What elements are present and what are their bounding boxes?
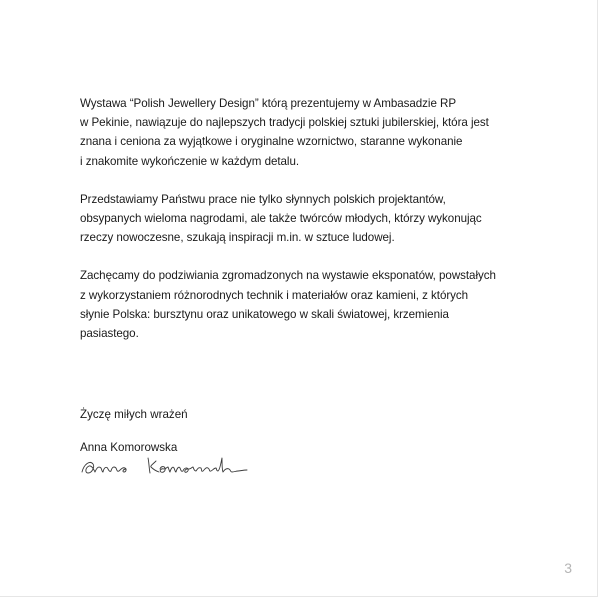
page-number: 3	[564, 560, 572, 576]
author-name: Anna Komorowska	[80, 441, 178, 455]
text-line: obsypanych wieloma nagrodami, ale także twórców młodych, którzy wykonując	[80, 212, 482, 226]
paragraph-1	[80, 94, 540, 171]
paragraph-3	[80, 266, 540, 343]
closing-greeting: Życzę miłych wrażeń	[80, 408, 188, 421]
text-line: rzeczy nowoczesne, szukają inspiracji m.in. w sztuce ludowej.	[80, 231, 395, 245]
text-line: Przedstawiamy Państwu prace nie tylko słynnych polskich projektantów,	[80, 192, 446, 206]
text-line: i znakomite wykończenie w każdym detalu.	[80, 154, 300, 168]
text-line: Zachęcamy do podziwiania zgromadzonych na wystawie eksponatów, powstałych	[80, 269, 496, 283]
text-line: w Pekinie, nawiązuje do najlepszych tradycji polskiej sztuki jubilerskiej, która jest	[80, 116, 489, 130]
handwritten-signature	[80, 452, 280, 480]
text-line: znana i ceniona za wyjątkowe i oryginalne wzornictwo, staranne wykonanie	[80, 135, 463, 149]
letter-closing	[80, 405, 188, 457]
text-line: pasiastego.	[80, 327, 139, 341]
text-line: Wystawa “Polish Jewellery Design” którą prezentujemy w Ambasadzie RP	[80, 97, 457, 110]
letter-body	[80, 94, 540, 362]
text-line: z wykorzystaniem różnorodnych technik i materiałów oraz kamieni, z których	[80, 288, 469, 302]
paragraph-2	[80, 190, 540, 248]
text-line: słynie Polska: bursztynu oraz unikatowego w skali światowej, krzemienia	[80, 307, 449, 321]
